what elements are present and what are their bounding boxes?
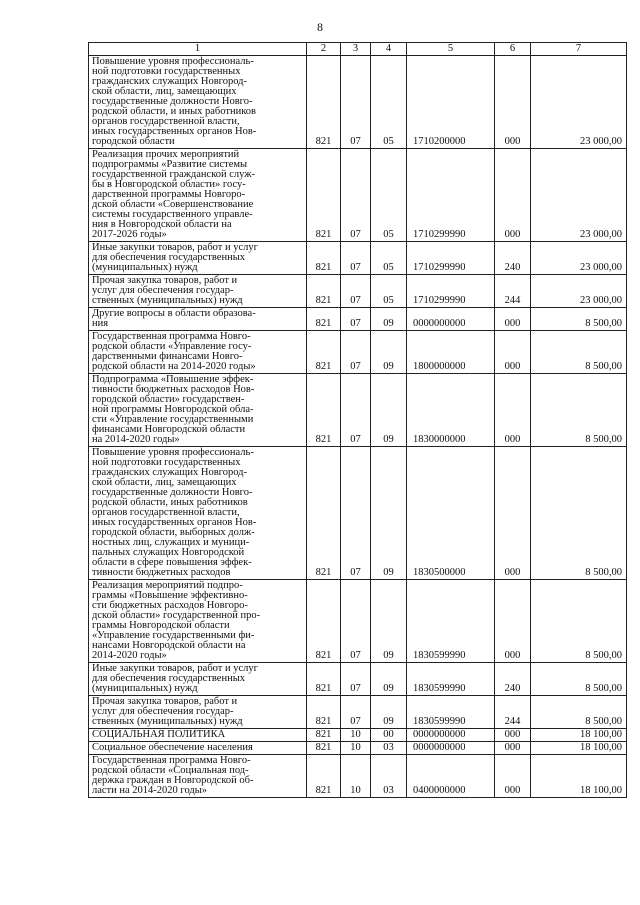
cell-expense-type: 000 xyxy=(495,56,531,149)
budget-table xyxy=(88,42,627,798)
cell-amount: 8 500,00 xyxy=(531,663,627,696)
cell-section-code: 07 xyxy=(341,242,371,275)
cell-subsection-code: 05 xyxy=(371,275,407,308)
cell-target-article: 0000000000 xyxy=(407,742,495,755)
cell-amount: 18 100,00 xyxy=(531,742,627,755)
cell-subsection-code: 09 xyxy=(371,580,407,663)
cell-amount: 8 500,00 xyxy=(531,696,627,729)
cell-section-code: 07 xyxy=(341,696,371,729)
table-row xyxy=(89,308,627,331)
table-row xyxy=(89,331,627,374)
cell-ministry-code: 821 xyxy=(307,580,341,663)
cell-description: СОЦИАЛЬНАЯ ПОЛИТИКА xyxy=(89,729,307,742)
cell-section-code: 10 xyxy=(341,742,371,755)
cell-expense-type: 000 xyxy=(495,755,531,798)
column-header-3: 3 xyxy=(341,43,371,56)
cell-expense-type: 244 xyxy=(495,275,531,308)
cell-description: Реализация мероприятий подпро- граммы «Повышение эффективно- сти бюджетных расходов Новгоро- дской области» государственной про- граммы Новгородской области «Управление государственными фи- нансами Новгородской области на 2014-2020 годы» xyxy=(89,580,307,663)
cell-ministry-code: 821 xyxy=(307,755,341,798)
cell-subsection-code: 09 xyxy=(371,663,407,696)
cell-ministry-code: 821 xyxy=(307,331,341,374)
cell-description: Государственная программа Новго- родской области «Социальная под- держка граждан в Новгородской об- ласти на 2014-2020 годы» xyxy=(89,755,307,798)
cell-ministry-code: 821 xyxy=(307,696,341,729)
table-row xyxy=(89,275,627,308)
table-row xyxy=(89,242,627,275)
cell-amount: 23 000,00 xyxy=(531,149,627,242)
cell-target-article: 1830599990 xyxy=(407,580,495,663)
cell-section-code: 07 xyxy=(341,580,371,663)
cell-target-article: 1800000000 xyxy=(407,331,495,374)
table-row xyxy=(89,447,627,580)
table-row xyxy=(89,663,627,696)
cell-description: Прочая закупка товаров, работ и услуг для обеспечения государ- ственных (муниципальных) нужд xyxy=(89,696,307,729)
cell-expense-type: 000 xyxy=(495,308,531,331)
cell-amount: 8 500,00 xyxy=(531,374,627,447)
column-header-1: 1 xyxy=(89,43,307,56)
column-header-2: 2 xyxy=(307,43,341,56)
cell-section-code: 07 xyxy=(341,663,371,696)
page-number: 8 xyxy=(317,20,323,34)
column-header-5: 5 xyxy=(407,43,495,56)
cell-target-article: 1830500000 xyxy=(407,447,495,580)
table-row xyxy=(89,729,627,742)
cell-expense-type: 000 xyxy=(495,729,531,742)
cell-amount: 18 100,00 xyxy=(531,755,627,798)
table-row xyxy=(89,696,627,729)
cell-ministry-code: 821 xyxy=(307,242,341,275)
cell-target-article: 1830599990 xyxy=(407,696,495,729)
cell-amount: 8 500,00 xyxy=(531,580,627,663)
cell-ministry-code: 821 xyxy=(307,729,341,742)
cell-ministry-code: 821 xyxy=(307,56,341,149)
cell-target-article: 1710299990 xyxy=(407,149,495,242)
cell-section-code: 07 xyxy=(341,275,371,308)
cell-description: Реализация прочих мероприятий подпрограммы «Развитие системы государственной гражданской служ- бы в Новгородской области» госу- дарственной программы Новгоро- дской области «Совершенствование системы государственного управле- ния в Новгородской области на 2017-2026 годы» xyxy=(89,149,307,242)
cell-subsection-code: 09 xyxy=(371,331,407,374)
cell-expense-type: 000 xyxy=(495,447,531,580)
column-header-6: 6 xyxy=(495,43,531,56)
header-row xyxy=(89,43,627,56)
cell-target-article: 1710299990 xyxy=(407,242,495,275)
cell-amount: 23 000,00 xyxy=(531,242,627,275)
column-header-7: 7 xyxy=(531,43,627,56)
table-body xyxy=(89,56,627,798)
cell-ministry-code: 821 xyxy=(307,275,341,308)
table-row xyxy=(89,56,627,149)
table-row xyxy=(89,742,627,755)
table-row xyxy=(89,580,627,663)
cell-description: Повышение уровня профессиональ- ной подготовки государственных гражданских служащих Новгород- ской области, лиц, замещающих государственные должности Новго- родской области, иных работников органов государственной власти, иных государственных органов Нов- городской области, выборных долж- ностных лиц, служащих и муници- пальных служащих Новгородской области в сфере повышения эффек- тивности бюджетных расходов xyxy=(89,447,307,580)
cell-description: Другие вопросы в области образова- ния xyxy=(89,308,307,331)
cell-subsection-code: 00 xyxy=(371,729,407,742)
table-row xyxy=(89,755,627,798)
cell-description: Социальное обеспечение населения xyxy=(89,742,307,755)
cell-expense-type: 240 xyxy=(495,663,531,696)
cell-expense-type: 240 xyxy=(495,242,531,275)
cell-amount: 8 500,00 xyxy=(531,331,627,374)
cell-subsection-code: 05 xyxy=(371,149,407,242)
cell-expense-type: 000 xyxy=(495,149,531,242)
cell-section-code: 07 xyxy=(341,56,371,149)
cell-ministry-code: 821 xyxy=(307,149,341,242)
cell-subsection-code: 05 xyxy=(371,242,407,275)
cell-subsection-code: 03 xyxy=(371,755,407,798)
cell-expense-type: 000 xyxy=(495,374,531,447)
cell-expense-type: 244 xyxy=(495,696,531,729)
cell-amount: 8 500,00 xyxy=(531,308,627,331)
cell-subsection-code: 09 xyxy=(371,374,407,447)
cell-ministry-code: 821 xyxy=(307,447,341,580)
cell-amount: 23 000,00 xyxy=(531,275,627,308)
cell-subsection-code: 03 xyxy=(371,742,407,755)
cell-description: Подпрограмма «Повышение эффек- тивности бюджетных расходов Нов- городской области» государствен- ной программы Новгородской обла- сти «Управление государственными финансами Новгородской области на 2014-2020 годы» xyxy=(89,374,307,447)
cell-section-code: 07 xyxy=(341,374,371,447)
cell-target-article: 1710200000 xyxy=(407,56,495,149)
cell-section-code: 10 xyxy=(341,755,371,798)
cell-target-article: 0000000000 xyxy=(407,729,495,742)
cell-section-code: 07 xyxy=(341,149,371,242)
column-header-4: 4 xyxy=(371,43,407,56)
cell-ministry-code: 821 xyxy=(307,742,341,755)
cell-ministry-code: 821 xyxy=(307,663,341,696)
cell-section-code: 07 xyxy=(341,447,371,580)
cell-subsection-code: 09 xyxy=(371,696,407,729)
cell-amount: 8 500,00 xyxy=(531,447,627,580)
cell-description: Иные закупки товаров, работ и услуг для обеспечения государственных (муниципальных) нужд xyxy=(89,242,307,275)
cell-ministry-code: 821 xyxy=(307,308,341,331)
cell-target-article: 0400000000 xyxy=(407,755,495,798)
cell-expense-type: 000 xyxy=(495,742,531,755)
cell-description: Иные закупки товаров, работ и услуг для обеспечения государственных (муниципальных) нужд xyxy=(89,663,307,696)
cell-section-code: 07 xyxy=(341,308,371,331)
cell-target-article: 1830000000 xyxy=(407,374,495,447)
table-row xyxy=(89,149,627,242)
cell-ministry-code: 821 xyxy=(307,374,341,447)
cell-target-article: 1830599990 xyxy=(407,663,495,696)
table-row xyxy=(89,374,627,447)
cell-description: Прочая закупка товаров, работ и услуг для обеспечения государ- ственных (муниципальных) нужд xyxy=(89,275,307,308)
cell-section-code: 10 xyxy=(341,729,371,742)
cell-amount: 23 000,00 xyxy=(531,56,627,149)
cell-section-code: 07 xyxy=(341,331,371,374)
cell-description: Повышение уровня профессиональ- ной подготовки государственных гражданских служащих Новгород- ской области, лиц, замещающих государственные должности Новго- родской области, и иных работников органов государственной власти, иных государственных органов Нов- городской области xyxy=(89,56,307,149)
cell-subsection-code: 05 xyxy=(371,56,407,149)
cell-description: Государственная программа Новго- родской области «Управление госу- дарственными финансами Новго- родской области на 2014-2020 годы» xyxy=(89,331,307,374)
cell-target-article: 0000000000 xyxy=(407,308,495,331)
cell-amount: 18 100,00 xyxy=(531,729,627,742)
cell-subsection-code: 09 xyxy=(371,447,407,580)
cell-target-article: 1710299990 xyxy=(407,275,495,308)
cell-expense-type: 000 xyxy=(495,331,531,374)
cell-subsection-code: 09 xyxy=(371,308,407,331)
cell-expense-type: 000 xyxy=(495,580,531,663)
